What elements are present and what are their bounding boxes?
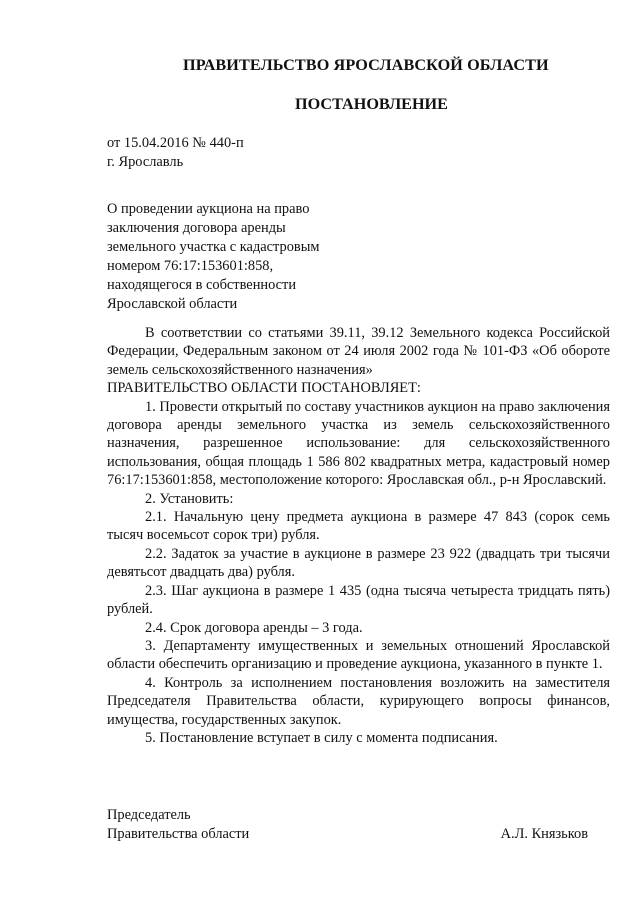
organization-title: ПРАВИТЕЛЬСТВО ЯРОСЛАВСКОЙ ОБЛАСТИ [183, 56, 549, 74]
subject-line: Ярославской области [107, 296, 238, 312]
date-number: от 15.04.2016 № 440-п [107, 135, 244, 151]
paragraph-2: 2. Установить: [145, 490, 234, 507]
subject-line: земельного участка с кадастровым [107, 239, 320, 255]
paragraph-4: 4. Контроль за исполнением постановления возложить на заместителя Председателя Правительства области, курирующего вопросы финансов, имущества, государственных закупок. [107, 674, 610, 728]
signature-block [107, 806, 610, 844]
paragraph-2-4: 2.4. Срок договора аренды – 3 года. [145, 619, 363, 636]
paragraph-1: 1. Провести открытый по составу участников аукцион на право заключения договора аренды земельного участка из земель сельскохозяйственного назначения, разрешенное использование: для сельскохозяйственного использования, общая площадь 1 586 802 квадратных метра, кадастровый номер 76:17:153601:858, местоположение которого: Ярославская обл., р-н Ярославский. [107, 398, 610, 489]
resolves-line: ПРАВИТЕЛЬСТВО ОБЛАСТИ ПОСТАНОВЛЯЕТ: [107, 380, 421, 397]
paragraph-2-2: 2.2. Задаток за участие в аукционе в размере 23 922 (двадцать три тысячи девятьсот двадцать два) рубля. [107, 545, 610, 581]
signer-position-line-1: Председатель [107, 807, 191, 823]
paragraph-2-3: 2.3. Шаг аукциона в размере 1 435 (одна тысяча четыреста тридцать пять) рублей. [107, 582, 610, 618]
document-body [107, 324, 610, 747]
document-meta [107, 134, 407, 172]
preamble-paragraph: В соответствии со статьями 39.11, 39.12 Земельного кодекса Российской Федерации, Федеральным законом от 24 июля 2002 года № 101-ФЗ «Об обороте земель сельскохозяйственного назначения» [107, 325, 610, 378]
paragraph-5: 5. Постановление вступает в силу с момента подписания. [145, 729, 498, 746]
signer-position-line-2: Правительства области [107, 826, 250, 842]
subject-line: номером 76:17:153601:858, [107, 258, 274, 274]
city: г. Ярославль [107, 154, 184, 170]
document-type-title: ПОСТАНОВЛЕНИЕ [295, 95, 448, 113]
paragraph-3: 3. Департаменту имущественных и земельных отношений Ярославской области обеспечить организацию и проведение аукциона, указанного в пункте 1. [107, 637, 610, 673]
subject-line: заключения договора аренды [107, 220, 286, 236]
document-subject [107, 200, 407, 314]
subject-line: О проведении аукциона на право [107, 201, 310, 217]
paragraph-2-1: 2.1. Начальную цену предмета аукциона в размере 47 843 (сорок семь тысяч восемьсот сорок три) рубля. [107, 509, 610, 544]
signer-name: А.Л. Князьков [500, 826, 588, 842]
subject-line: находящегося в собственности [107, 277, 297, 293]
